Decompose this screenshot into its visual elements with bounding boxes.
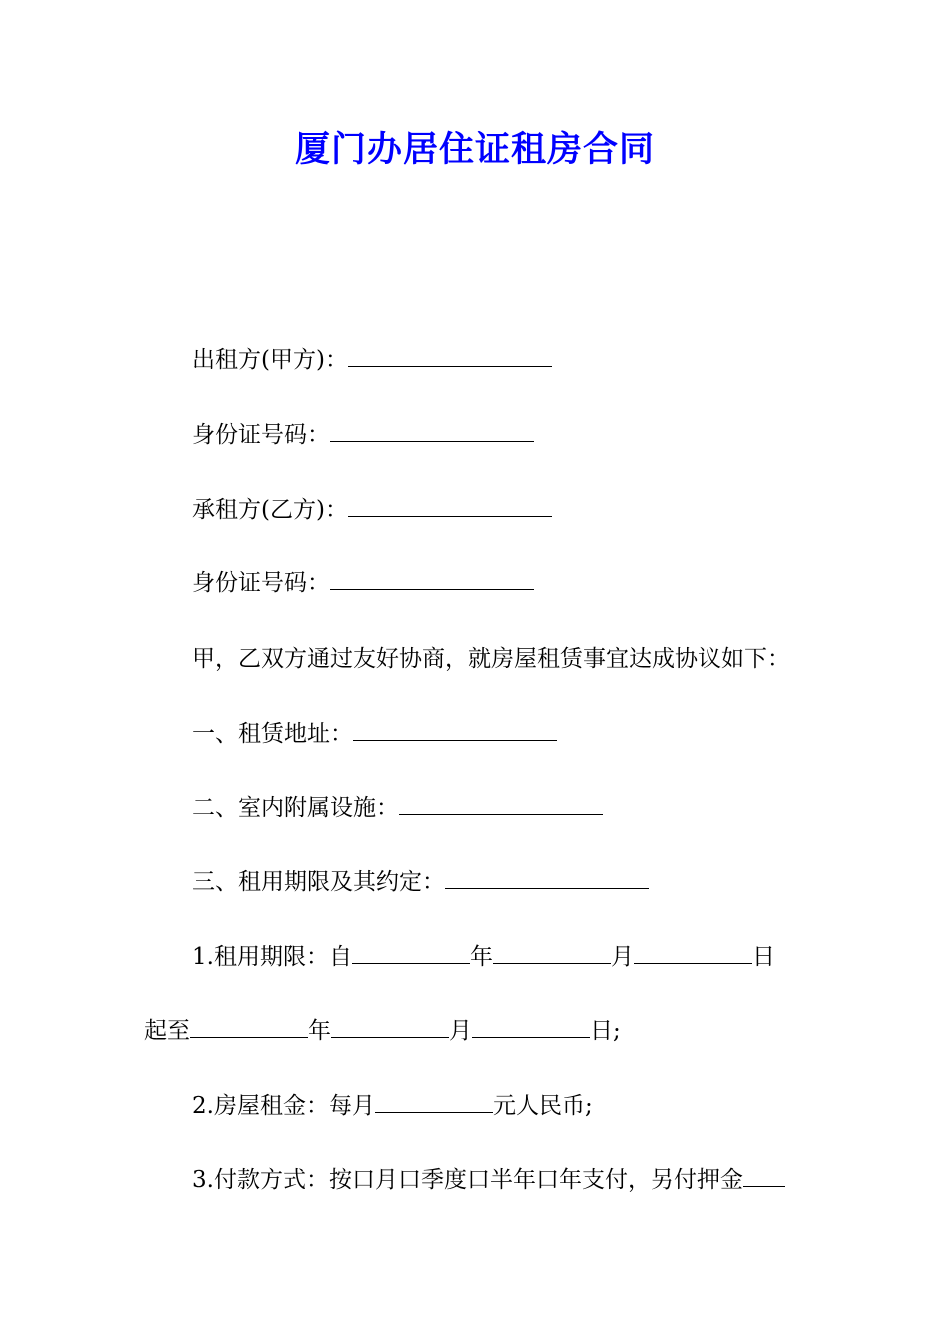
lessee-label: 承租方(乙方)： bbox=[192, 497, 348, 523]
term-end-month-label: 月 bbox=[449, 1018, 472, 1044]
item2-label: 二、室内附属设施： bbox=[192, 795, 399, 821]
term-end-day-blank bbox=[472, 1015, 590, 1038]
item1-label: 一、租赁地址： bbox=[192, 721, 353, 747]
lessee-blank bbox=[348, 494, 552, 517]
rent-prefix: 2.房屋租金：每月 bbox=[192, 1093, 375, 1119]
payment-text: 3.付款方式：按口月口季度口半年口年支付，另付押金 bbox=[192, 1167, 743, 1193]
agreement-text: 甲，乙双方通过友好协商，就房屋租赁事宜达成协议如下： bbox=[192, 646, 790, 672]
term-day-label: 日 bbox=[751, 944, 775, 970]
term-end-prefix: 起至 bbox=[144, 1018, 190, 1044]
term-end-day-label: 日; bbox=[590, 1018, 621, 1044]
item3-line bbox=[192, 866, 649, 898]
lessor-id-label: 身份证号码： bbox=[192, 422, 330, 448]
term-year-label: 年 bbox=[469, 944, 493, 970]
rent-line bbox=[192, 1090, 593, 1122]
lessor-blank bbox=[348, 344, 552, 367]
document-title: 厦门办居住证租房合同 bbox=[294, 130, 655, 170]
lessor-label: 出租方(甲方)： bbox=[192, 347, 348, 373]
lessor-id-line bbox=[192, 419, 534, 451]
term-day-blank bbox=[634, 941, 752, 964]
term-end-year-label: 年 bbox=[308, 1018, 331, 1044]
term-end-month-blank bbox=[331, 1015, 449, 1038]
lessee-id-label: 身份证号码： bbox=[192, 570, 330, 596]
lessee-line bbox=[192, 494, 552, 526]
lessor-line bbox=[192, 344, 552, 376]
term-month-blank bbox=[493, 941, 611, 964]
item3-blank bbox=[445, 866, 649, 889]
lessee-id-line bbox=[192, 567, 534, 599]
term-year-blank bbox=[352, 941, 470, 964]
payment-line bbox=[192, 1164, 785, 1196]
term-end-year-blank bbox=[190, 1015, 308, 1038]
item2-blank bbox=[399, 792, 603, 815]
lessor-id-blank bbox=[330, 419, 534, 442]
item1-line bbox=[192, 718, 557, 750]
rent-suffix: 元人民币; bbox=[492, 1093, 593, 1119]
item1-blank bbox=[353, 718, 557, 741]
lessee-id-blank bbox=[330, 567, 534, 590]
item2-line bbox=[192, 792, 603, 824]
agreement-line bbox=[192, 643, 790, 675]
deposit-blank bbox=[743, 1164, 785, 1187]
term-end-line bbox=[144, 1015, 621, 1047]
rent-blank bbox=[375, 1090, 493, 1113]
item3-label: 三、租用期限及其约定： bbox=[192, 869, 445, 895]
term-line bbox=[192, 941, 775, 973]
term-prefix: 1.租用期限：自 bbox=[192, 944, 352, 970]
term-month-label: 月 bbox=[610, 944, 634, 970]
